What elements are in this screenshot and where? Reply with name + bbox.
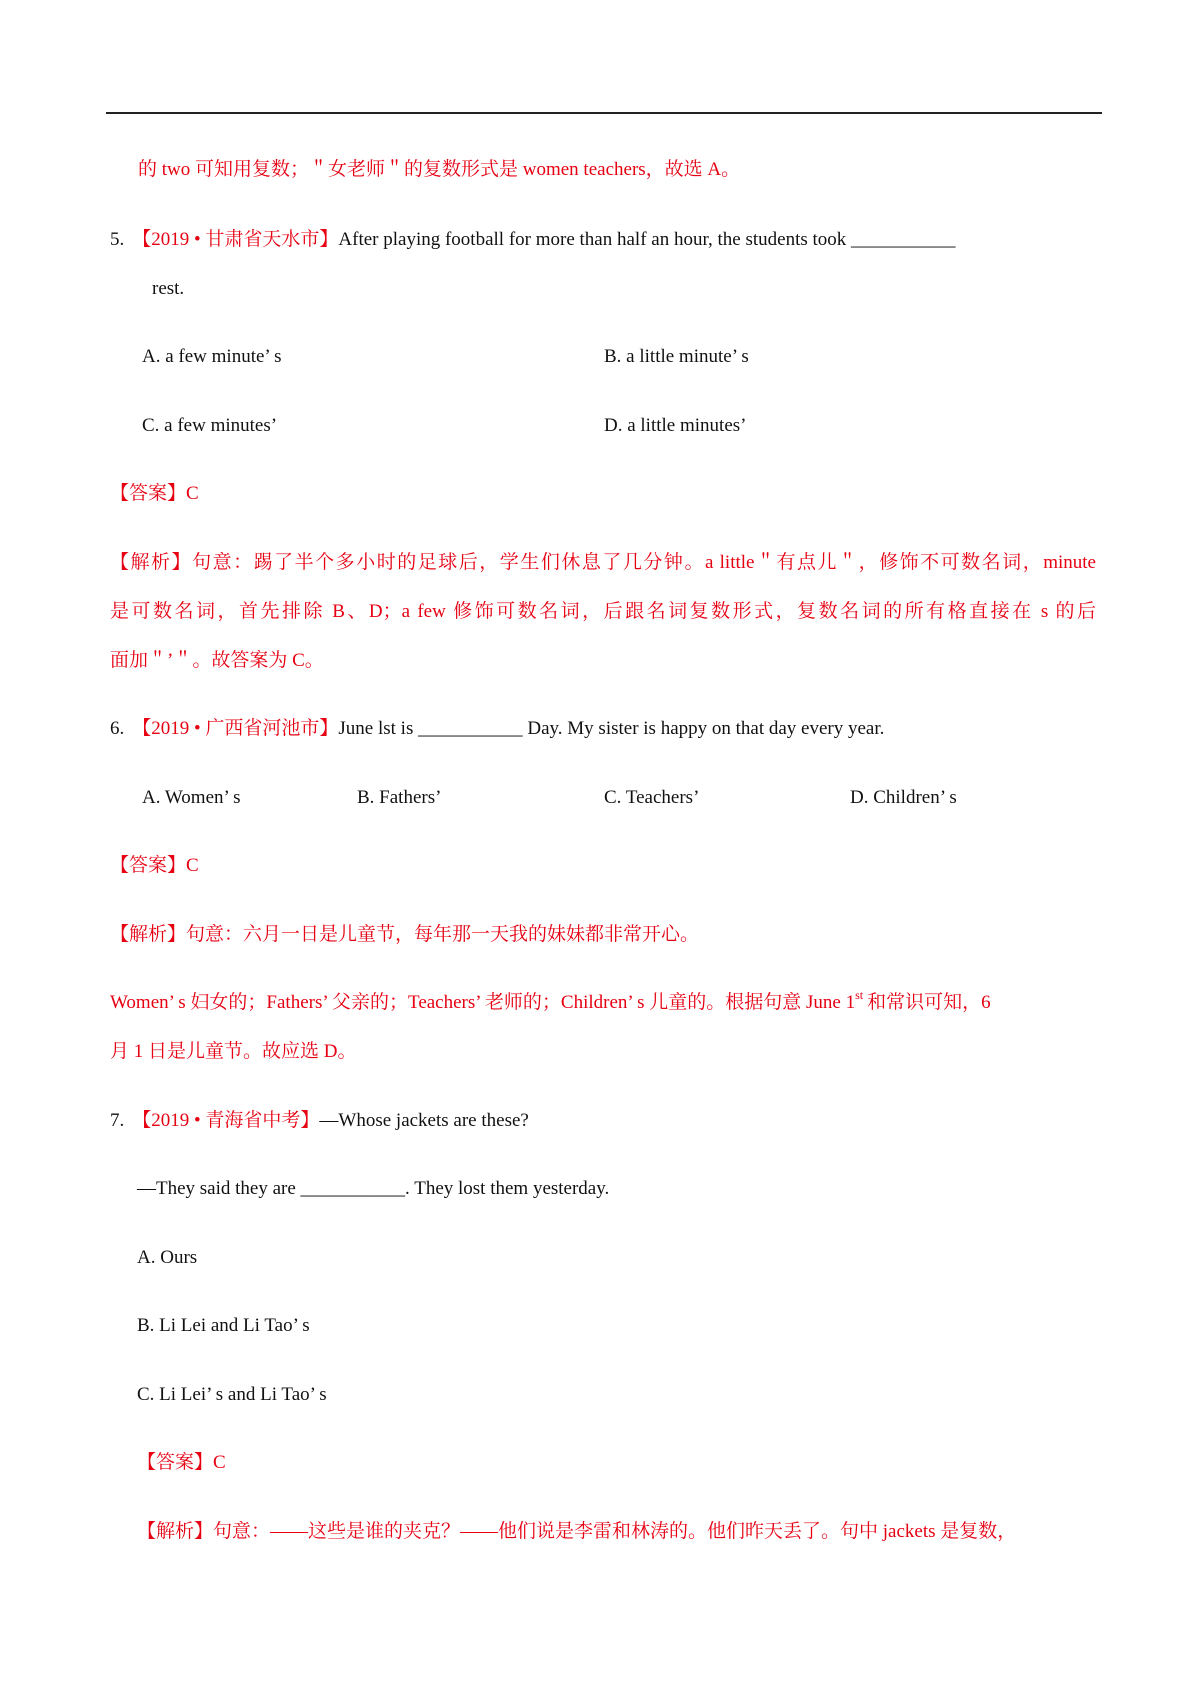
question-5-option-b: B. a little minute’ s <box>604 346 749 367</box>
question-5-option-d: D. a little minutes’ <box>604 415 747 436</box>
question-6-analysis-line-2 <box>110 990 991 1016</box>
question-6-option-b: B. Fathers’ <box>357 787 442 808</box>
question-7-line-2: —They said they are ___________. They lost them yesterday. <box>137 1178 610 1199</box>
question-6-option-a: A. Women’ s <box>142 787 241 808</box>
question-7-stem <box>110 1108 529 1134</box>
question-5-analysis-line-1: 【解析】句意：踢了半个多小时的足球后，学生们休息了几分钟。a little＂有点儿＂，修饰不可数名词，minute <box>110 552 1096 573</box>
question-number: 7. <box>110 1110 125 1131</box>
question-7-option-c: C. Li Lei’ s and Li Tao’ s <box>137 1384 327 1405</box>
question-7-option-a: A. Ours <box>137 1247 198 1268</box>
question-7-answer: 【答案】C <box>137 1452 226 1473</box>
previous-analysis-tail: 的 two 可知用复数；＂女老师＂的复数形式是 women teachers，故选 A。 <box>138 159 741 180</box>
question-6-option-d: D. Children’ s <box>850 787 957 808</box>
question-number: 5. <box>110 229 125 250</box>
analysis-text: Women’ s 妇女的；Fathers’ 父亲的；Teachers’ 老师的；Children’ s 儿童的。根据句意 June 1 <box>110 992 856 1013</box>
question-6-analysis-line-1: 【解析】句意：六月一日是儿童节，每年那一天我的妹妹都非常开心。 <box>110 924 700 945</box>
question-text: After playing football for more than half an hour, the students took ___________ <box>338 229 956 250</box>
question-5-analysis-line-3: 面加＂’＂。故答案为 C。 <box>110 650 324 671</box>
question-number: 6. <box>110 718 125 739</box>
question-5-stem-continued: rest. <box>152 278 185 299</box>
question-5-stem <box>110 227 956 253</box>
question-5-answer: 【答案】C <box>110 483 199 504</box>
question-source: 【2019 • 广西省河池市】 <box>132 718 339 739</box>
question-7-option-b: B. Li Lei and Li Tao’ s <box>137 1315 310 1336</box>
question-text: June lst is ___________ Day. My sister is happy on that day every year. <box>338 718 885 739</box>
question-6-analysis-line-3: 月 1 日是儿童节。故应选 D。 <box>110 1041 357 1062</box>
question-5-analysis-line-2: 是可数名词，首先排除 B、D；a few 修饰可数名词，后跟名词复数形式，复数名词的所有格直接在 s 的后 <box>110 601 1096 622</box>
question-5-option-a: A. a few minute’ s <box>142 346 282 367</box>
question-7-analysis: 【解析】句意：——这些是谁的夹克？——他们说是李雷和林涛的。他们昨天丢了。句中 jackets 是复数， <box>137 1521 1017 1542</box>
question-source: 【2019 • 青海省中考】 <box>132 1110 320 1131</box>
question-5-option-c: C. a few minutes’ <box>142 415 278 436</box>
question-text: —Whose jackets are these? <box>319 1110 529 1131</box>
header-rule <box>106 112 1102 114</box>
question-6-stem <box>110 716 884 742</box>
question-6-answer: 【答案】C <box>110 855 199 876</box>
question-source: 【2019 • 甘肃省天水市】 <box>132 229 339 250</box>
analysis-text: 和常识可知，6 <box>867 992 991 1013</box>
ordinal-suffix: st <box>855 988 864 1002</box>
question-6-option-c: C. Teachers’ <box>604 787 700 808</box>
